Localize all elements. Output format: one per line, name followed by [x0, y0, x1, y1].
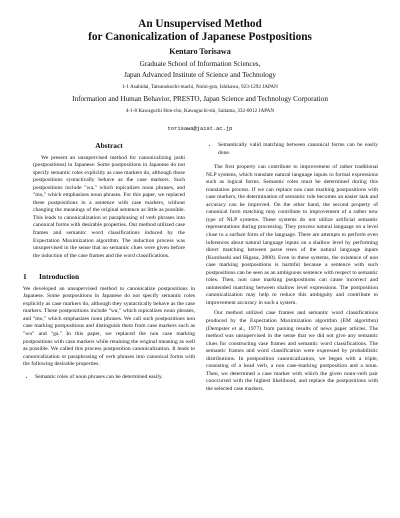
affiliation-1-address: 1-1 Asahidai, Tatsunokuchi-machi, Nomi-gun, Ishikawa, 923-1292 JAPAN [122, 84, 278, 90]
property-list-continued [206, 142, 378, 157]
affiliation-1-line-1: Graduate School of Information Sciences, [139, 60, 261, 68]
section-1-number: 1 [23, 272, 27, 282]
title-line-2: for Canonicalization of Japanese Postpositions [88, 31, 312, 43]
affiliation-2-address: 4-1-8 Kawaguchi Hon-cho, Kawaguchi-shi, Saitama, 332-0012 JAPAN [125, 108, 275, 114]
abstract-body [23, 155, 195, 261]
left-column [23, 142, 195, 383]
author-name: Kentaro Torisawa [169, 47, 231, 56]
section-1-heading [23, 273, 195, 281]
property-item-1: • Semantic roles of noun phrases can be determined easily. [35, 374, 195, 382]
abstract-heading: Abstract [95, 141, 123, 150]
section-1-title: Introduction [39, 272, 80, 282]
affiliation-1-line-2: Japan Advanced Institute of Science and Technology [124, 71, 276, 79]
title-line-1: An Unsupervised Method [138, 18, 262, 30]
intro-paragraph-1: We developed an unsupervised method to canonicalize postpositions in Japanese. Some postpositions in Japanese do not specify semantic roles explicitly as case markers do, although they syntactically behave as the case markers. These postpositions include "wa," which topicalizes noun phrases, and "mo," which emphasizes noun phrases. We call such postpositions non case marking postpositions and distinguish them from case markers such as "wo" and "ga." In this paper, we replaced the non case marking postpositions with case markers while retaining the original meaning as well as possible. We called this process postposition canonicalization. It leads to canonicalization or paraphrasing of verb phrases into canonical forms with the following desirable properties. [23, 285, 195, 368]
abstract-text: We present an unsupervised method for canonicalizing joshi (postpositions) in Japanese. Some postpositions in Japanese do not specify semantic roles explicitly as case markers do, although those postpositions syntactically behave as the case markers. Such postpositions include "wa," which topicalizes noun phrases, and "mo," which emphasizes noun phrases. For this paper, we replaced these postpositions in a sentence with case markers, without changing the meanings of the original sentence as little as possible. This leads to canonicalization or paraphrasing of verb phrases into canonical forms with desirable properties. Our method utilized case frames and semantic word classifications induced by the Expectation Maximization algorithm. The induction process was unsupervised in the sense that no semantic clues were given before the induction of the case frames and the word classifications. [33, 154, 185, 259]
author-email: torisawa@jaist.ac.jp [167, 126, 233, 132]
property-item-2: • Semantically valid matching between canonical forms can be easily done. [218, 142, 378, 157]
right-column [206, 142, 378, 394]
intro-paragraph-2: The first property can contribute to improvement of rather traditional NLP systems, which translate natural language inputs to formal expressions such as logical forms. Semantic roles must be determined during this translation process. If we can replace non case marking postpositions with case markers, the determination of semantic role becomes an easier task and accuracy can be improved. On the other hand, the second property of canonical form matching may contribute to improvement of a rather new type of NLP systems. These systems do not utilize artificial semantic representations during processing. They process natural language on a level close to a surface form of the language. There are attempts to perform even inferences about natural language inputs on a shallow level by performing direct matching between parse trees of the natural language inputs (Kurohashi and Higasa, 2000). Even in these systems, the existence of non case marking postpositions is harmful because a sentence with such postpositions can be seen as an ambiguous sentence with respect to semantic roles. Then, non case marking postpositions can cause incorrect and unintended matching between shallow level expressions. The postposition canonicalization may help to reduce this ambiguity and contribute to improvement accuracy in such a system. [206, 164, 378, 306]
paper-title [0, 18, 400, 44]
affiliation-2: Information and Human Behavior, PRESTO, Japan Science and Technology Corporation [72, 95, 328, 103]
property-list [23, 374, 195, 382]
intro-paragraph-3: Our method utilized case frames and semantic word classifications produced by the Expectation Maximization algorithm (EM algorithm) (Dempster et al., 1977) from parsing results of news paper articles. The method was unsupervised in the sense that we did not give any semantic clues for constructing case frames and semantic word classifications. The semantic frames and word classification were expressed by probabilistic distributions. In postposition canonicalization, we began with a triple, consisting of a head verb, a non case-marking postposition and a noun. Then, we determined a case marker with which the given noun-verb pair cooccurred with the highest likelihood, and replace the postpositions with the selected case markers. [206, 310, 378, 392]
